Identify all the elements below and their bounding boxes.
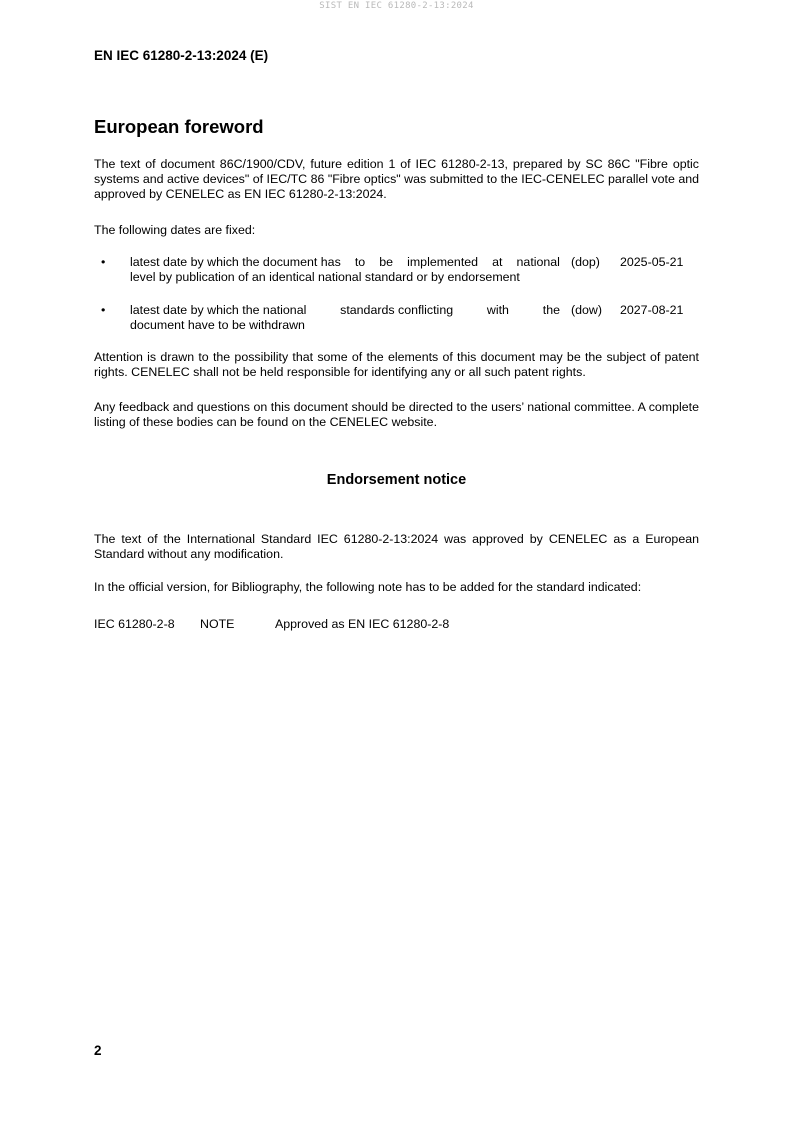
date-item-text: [130, 255, 560, 285]
date-code: (dow): [571, 303, 602, 317]
date-value: 2027-08-21: [620, 303, 684, 317]
note-text: Approved as EN IEC 61280-2-8: [275, 617, 450, 631]
official-version-text: In the official version, for Bibliography, the following note has to be added for the standard indicated:: [94, 580, 642, 594]
note-label: NOTE: [200, 617, 235, 631]
date-code: (dop): [571, 255, 600, 269]
bullet: •: [101, 303, 106, 317]
foreword-title: European foreword: [94, 116, 264, 137]
endorsement-text: The text of the International Standard IEC 61280-2-13:2024 was approved by CENELEC as a European Standard without any modification.: [94, 532, 699, 561]
date-item-line2: level by publication of an identical national standard or by endorsement: [130, 270, 520, 284]
word: latest date by which the document has: [130, 255, 341, 269]
date-item-line2: document have to be withdrawn: [130, 318, 305, 332]
date-item-text: [130, 303, 560, 333]
page-number: 2: [94, 1043, 102, 1058]
endorsement-title: Endorsement notice: [326, 472, 467, 488]
word: the: [542, 303, 560, 317]
watermark: SIST EN IEC 61280-2-13:2024: [319, 1, 474, 11]
document-id: EN IEC 61280-2-13:2024 (E): [94, 48, 269, 63]
word: with: [486, 303, 509, 317]
word: latest date by which the national: [130, 303, 307, 317]
bullet: •: [101, 255, 106, 269]
note-reference: IEC 61280-2-8: [94, 617, 175, 631]
word: be: [379, 255, 394, 269]
word: national: [516, 255, 560, 269]
feedback-notice: Any feedback and questions on this document should be directed to the users’ national committee. A complete listing of these bodies can be found on the CENELEC website.: [94, 400, 699, 429]
foreword-intro: The text of document 86C/1900/CDV, future edition 1 of IEC 61280-2-13, prepared by SC 86C "Fibre optic systems and active devices" of IEC/TC 86 "Fibre optics" was submitted to the IEC-CENELEC parallel vote and approved by CENELEC as EN IEC 61280-2-13:2024.: [94, 157, 699, 201]
patent-notice: Attention is drawn to the possibility that some of the elements of this document may be the subject of patent rights. CENELEC shall not be held responsible for identifying any or all such patent rights.: [94, 350, 699, 379]
word: to: [354, 255, 366, 269]
dates-intro: The following dates are fixed:: [94, 223, 256, 237]
word: standards conflicting: [340, 303, 454, 317]
word: implemented: [407, 255, 479, 269]
date-value: 2025-05-21: [620, 255, 684, 269]
word: at: [492, 255, 503, 269]
